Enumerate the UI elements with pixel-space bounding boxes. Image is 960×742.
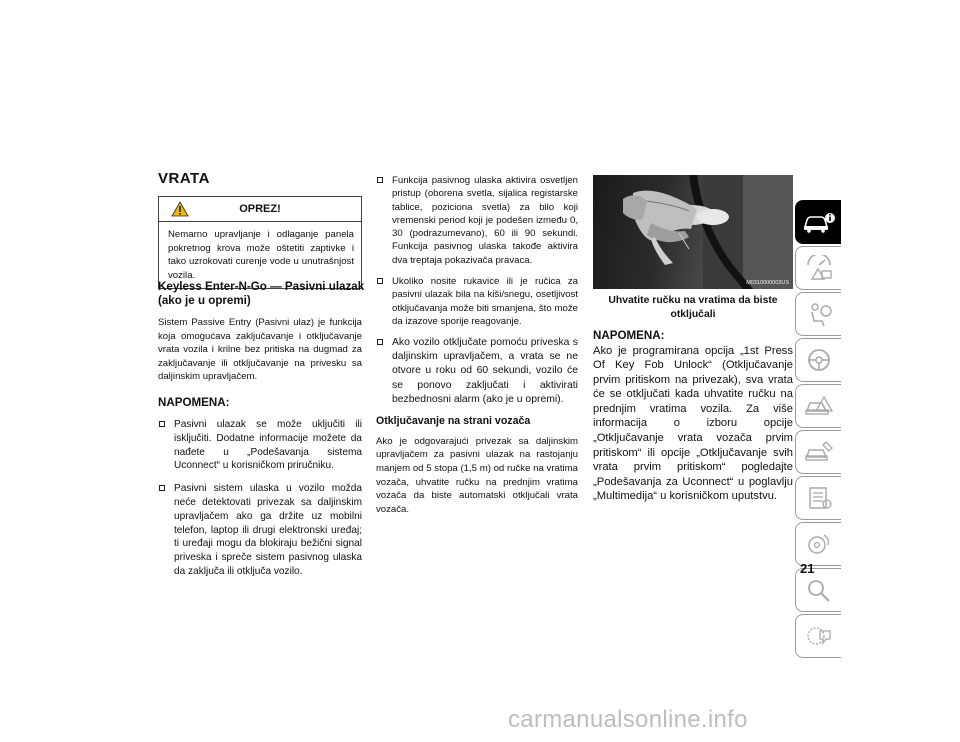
languages-icon — [804, 623, 834, 649]
tab-languages[interactable] — [795, 614, 841, 658]
chapter-tabs — [795, 200, 841, 660]
bullet-square-icon — [159, 421, 165, 427]
section-title: VRATA — [158, 170, 210, 187]
watermark: carmanualsonline.info — [508, 706, 748, 733]
note-paragraph: Ako je programirana opcija „1st Press Of Key Fob Unlock“ (Otključavanje prvim pritiskom na privezak), sva vrata će se otključati kada uhvatite ručku na prednjim vratima vozila. Za više informacija o izboru opcije „Otključavanje vrata vozača prvim pritiskom“ ili opcije „Otključavanje svih vrata prvim pritiskom“ pogledajte „Podešavanja za Uconnect“ u poglavlju „Multimedija“ u korisničkom uputstvu. — [593, 344, 793, 503]
car-info-icon — [802, 211, 836, 233]
caution-title: OPREZ! — [239, 203, 281, 215]
image-code: M0310000003US — [746, 280, 789, 286]
bullet-square-icon — [377, 177, 383, 183]
steering-wheel-icon — [804, 347, 834, 373]
caution-text: Nemarno upravljanje i odlaganje panela pokretnog krova može oštetiti zaptivke i tako uzrokovati curenje vode u unutrašnjost vozila. — [168, 229, 354, 281]
dashboard-warning-icon — [804, 255, 834, 281]
feature-list — [376, 174, 578, 407]
keyless-subheading: Keyless Enter-N-Go — Pasivni ulazak (ako je u opremi) — [158, 280, 365, 307]
search-icon — [804, 577, 834, 603]
specifications-list-icon — [804, 485, 834, 511]
tab-service[interactable] — [795, 430, 841, 474]
note-list — [158, 418, 362, 579]
list-item: Funkcija pasivnog ulaska aktivira osvetljen pristup (oborena svetla, sijalica registarske tablice, poziciona svetla) za bilo koji vremenski period koji je podešen između 0, 30 (podrazumevano), 60 ili 90 sekundi. Funkcija pasivnog ulaska takođe aktivira dva treptaja pokazivača pravaca. — [376, 174, 578, 267]
airbag-seat-icon — [804, 301, 834, 327]
caution-header — [159, 197, 361, 222]
tab-dashboard-warnings[interactable] — [795, 246, 841, 290]
list-item: Ako vozilo otključate pomoću priveska s daljinskim upravljačem, a vrata se ne otvore u roku od 60 sekundi, vozilo će se ponovo zaključati i aktivirati bezbednosni alarm (ako je u opremi). — [376, 336, 578, 406]
tab-safety[interactable] — [795, 292, 841, 336]
driver-unlock-heading: Otključavanje na strani vozača — [376, 414, 531, 427]
column-middle — [376, 174, 578, 516]
door-handle-photo — [593, 175, 793, 289]
list-item: Pasivni sistem ulaska u vozilo možda neće detektovati privezak sa daljinskim upravljačem ako ga držite uz mobilni telefon, laptop ili drugi elektronski uređaj; ti uređaji mogu da blokiraju bežični signal priveska i spreče sistem pasivnog ulaska da zaključa ili otključa vozilo. — [158, 482, 362, 579]
car-service-icon — [804, 439, 834, 465]
warning-triangle-icon — [171, 201, 189, 217]
bullet-square-icon — [159, 485, 165, 491]
tab-starting-operating[interactable] — [795, 338, 841, 382]
intro-paragraph: Sistem Passive Entry (Pasivni ulaz) je funkcija koja omogućava zaključavanje i otključavanje vrata vozila i krilne bez pritiska na dugmad za zaključavanje ili otključavanje na privesku sa daljinskim upravljačem. — [158, 317, 362, 383]
column-left — [158, 316, 362, 587]
door-handle-illustration — [593, 175, 793, 289]
tab-emergency[interactable] — [795, 384, 841, 428]
list-item: Pasivni ulazak se može uključiti ili isključiti. Dodatne informacije možete da nađete u „Podešavanja sistema Uconnect“ u korisničkom priručniku. — [158, 418, 362, 473]
page-number: 21 — [800, 561, 815, 576]
list-item: Ukoliko nosite rukavice ili je ručica za pasivni ulazak bila na kiši/snegu, osetljivost otključavanja može biti smanjena, što može da izazove sporije reagovanje. — [376, 275, 578, 328]
column-right-note — [593, 329, 793, 504]
roadside-emergency-icon — [804, 393, 834, 419]
caution-box — [158, 196, 362, 289]
note-heading: NAPOMENA: — [593, 329, 665, 342]
bullet-square-icon — [377, 278, 383, 284]
tab-car-info[interactable] — [795, 200, 841, 244]
multimedia-icon — [804, 531, 834, 557]
bullet-square-icon — [377, 339, 383, 345]
tab-specifications[interactable] — [795, 476, 841, 520]
tab-multimedia[interactable] — [795, 522, 841, 566]
driver-unlock-paragraph: Ako je odgovarajući privezak sa daljinskim upravljačem za pasivni ulazak na rastojanju manjem od 5 stopa (1,5 m) od ručke na vratima vozača, uhvatite ručku na prednjim vratima vozača da biste automatski otključali vrata vozača. — [376, 435, 578, 515]
note-heading: NAPOMENA: — [158, 395, 230, 409]
image-caption: Uhvatite ručku na vratima da biste otključali — [608, 295, 778, 320]
